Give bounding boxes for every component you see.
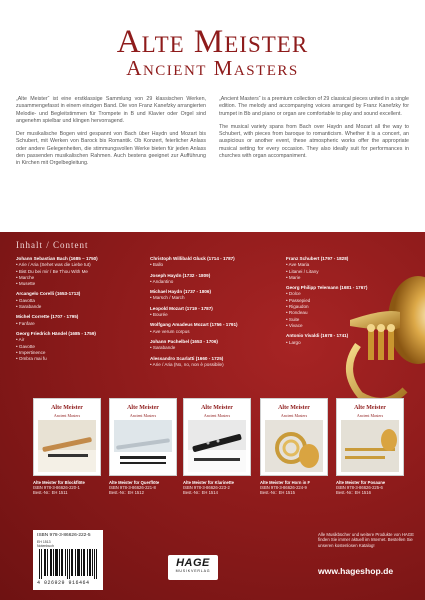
book-order-number: Best.-Nr.: EH 1511 [33, 490, 68, 496]
piece-title: • Marche [16, 274, 35, 280]
intro-english [219, 96, 409, 166]
composer-name: Franz Schubert (1797 - 1828) [286, 256, 349, 261]
composer-name: Wolfgang Amadeus Mozart (1756 - 1791) [150, 322, 238, 328]
book-cover-clarinet[interactable] [183, 398, 251, 476]
piece-title: • Gavotte [16, 343, 35, 349]
piece-title: • Arie / Aria (No, no, non è possibile) [150, 361, 224, 367]
catalog-note: Alle Musikbücher und weitere Produkte von HAGE finden Sie immer aktuell im Internet. Bestellen Sie unseren kostenlosen Katalog! [318, 532, 415, 548]
piece-title: • Ballo [150, 262, 164, 268]
isbn-extra [37, 540, 54, 548]
book-isbn: ISBN 978-3-86626-224-9 [260, 485, 307, 491]
piece-title: • Impertinence [16, 349, 46, 355]
shop-url-link[interactable]: www.hageshop.de [318, 566, 394, 576]
publisher-name: HAGE [176, 557, 210, 569]
composer-name: Leopold Mozart (1719 - 1787) [150, 305, 213, 311]
book-subtitle: Ancient Masters [126, 56, 299, 80]
composer-name: Christoph Willibald Gluck (1714 - 1787) [150, 256, 235, 261]
intro-en-paragraph: „Ancient Masters“ is a premium collection of 29 classical pieces united in a single edition. The melody and accompanying voices arranged by Franz Kanefzky for trumpet in Bb and piano or organ are comfortable to play and sound excellent. [219, 96, 409, 117]
piece-title: • Bist Du bei mir / Be Thou With Me [16, 268, 88, 274]
piece-title: • Marie [286, 274, 301, 280]
composer-name: Michel Corrette (1707 - 1795) [16, 314, 79, 320]
piece-title: • Rigaudon [286, 304, 309, 310]
trombone-image [341, 420, 399, 472]
piece-title: • Litanei / Litany [286, 268, 319, 274]
piece-title: • Ave verum corpus [150, 328, 190, 334]
cover-subtitle: Ancient Masters [53, 413, 81, 418]
book-cover-trombone[interactable] [336, 398, 404, 476]
book-isbn: ISBN 978-3-86626-225-6 [336, 485, 383, 491]
piece-title: • Passepied [286, 297, 311, 303]
cover-subtitle: Ancient Masters [356, 413, 384, 418]
book-isbn: ISBN 978-3-86626-223-2 [183, 485, 230, 491]
composer-name: Johann Sebastian Bach (1685 – 1750) [16, 256, 98, 261]
book-name: Alte Meister für Klarinette [183, 480, 234, 485]
recorder-image [38, 420, 96, 472]
book-name: Alte Meister für Querflöte [109, 480, 160, 485]
book-name: Alte Meister für Horn in F [260, 480, 311, 485]
book-order-number: Best.-Nr.: EH 1514 [183, 490, 218, 496]
piece-title: • Largo [286, 339, 301, 345]
cover-title: Alte Meister [51, 405, 83, 411]
intro-de-paragraph: „Alte Meister“ ist eine erstklassige Sammlung von 29 klassischen Werken, zusammengefasst in einem einzigen Band. Die von Franz Kanefzky arrangierten Melodie- und Begleitstimmen für Trompete in B und Klavier oder Orgel sind angenehm spielbar und klingen hervorragend. [16, 96, 206, 124]
piece-title: • Fanfare [16, 320, 35, 326]
book-cover-flute[interactable] [109, 398, 177, 476]
piece-title: • Dolce [286, 291, 301, 297]
book-info [183, 480, 263, 496]
cover-subtitle: Ancient Masters [129, 413, 157, 418]
cover-title: Alte Meister [127, 405, 159, 411]
piece-title: • Vivace [286, 322, 303, 328]
piece-title: • Sarabande [150, 345, 176, 351]
barcode-number: 4 026929 916464 [37, 580, 90, 586]
piece-title: • Musette [16, 281, 36, 287]
composer-name: Johann Pachelbel (1653 - 1706) [150, 338, 218, 344]
contents-column-2 [150, 256, 278, 368]
publisher-logo [168, 555, 218, 580]
contents-heading: Inhalt / Content [16, 240, 89, 250]
composer-name: Alessandro Scarlatti (1660 - 1725) [150, 355, 224, 361]
barcode-panel [33, 530, 103, 590]
cover-subtitle: Ancient Masters [203, 413, 231, 418]
book-cover-horn[interactable] [260, 398, 328, 476]
book-order-number: Best.-Nr.: EH 1515 [260, 490, 295, 496]
piece-title: • Air [16, 337, 25, 343]
flute-image [114, 420, 172, 472]
piece-title: • Suite [286, 316, 300, 322]
clarinet-image [188, 420, 246, 472]
book-isbn: ISBN 978-3-86626-221-8 [109, 485, 156, 491]
horn-image [265, 420, 323, 472]
piece-title: • Andantino [150, 278, 174, 284]
composer-name: Joseph Haydn (1732 - 1809) [150, 272, 211, 278]
book-info [33, 480, 113, 496]
book-isbn: ISBN 978-3-86626-220-1 [33, 485, 80, 491]
intro-german [16, 96, 206, 174]
piece-title: • Bourée [150, 312, 168, 318]
product-type: Notenbuch [37, 544, 54, 548]
book-name: Alte Meister für Posaune [336, 480, 386, 485]
contents-column-1 [16, 256, 141, 362]
book-cover-recorder[interactable] [33, 398, 101, 476]
composer-name: Arcangelo Corelli (1653-1713) [16, 291, 81, 297]
piece-title: • Arie / Aria (Sehet was die Liebe tut) [16, 262, 91, 268]
piece-title: • Marsch / March [150, 295, 185, 301]
book-order-number: Best.-Nr.: EH 1512 [109, 490, 144, 496]
barcode-image [37, 549, 99, 579]
header-panel [0, 0, 425, 232]
piece-title: • Gavotta [16, 297, 35, 303]
related-books [0, 398, 425, 518]
composer-name: Georg Friedrich Händel (1685 - 1759) [16, 330, 96, 336]
contents-column-3 [286, 256, 406, 346]
composer-name: Michael Haydn (1737 - 1806) [150, 289, 212, 295]
publisher-sub: MUSIKVERLAG [175, 569, 211, 573]
cover-title: Alte Meister [354, 405, 386, 411]
composer-name: Georg Philipp Telemann (1681 - 1767) [286, 285, 368, 291]
cover-title: Alte Meister [201, 405, 233, 411]
piece-title: • Rondeau [286, 310, 308, 316]
cover-subtitle: Ancient Masters [280, 413, 308, 418]
book-title: Alte Meister [116, 24, 309, 60]
cover-title: Alte Meister [278, 405, 310, 411]
piece-title: • Ave Maria [286, 262, 310, 268]
book-info [260, 480, 340, 496]
book-info [109, 480, 189, 496]
piece-title: • Ombra mai fu [16, 356, 47, 362]
book-name: Alte Meister für Blockflöte [33, 480, 85, 485]
composer-name: Antonio Vivaldi (1678 - 1741) [286, 333, 349, 339]
intro-en-paragraph: The musical variety spans from Bach over Haydn and Mozart all the way to Schubert, with pieces from baroque to romanticism. Whether it is a concert, an auspicious or another event, these atmospheric works offer the appropriate musical setting for every occasion. They also ideally suit for performances in churches with organ accompaniment. [219, 123, 409, 160]
intro-de-paragraph: Der musikalische Bogen wird gespannt von Bach über Haydn und Mozart bis Schubert, mit Werken von Barock bis Romantik. Ob Konzert, feierlicher Anlass oder andere Gelegenheiten, die stimmungsvollen Werke bieten für jeden Anlass den passenden musikalischen Rahmen. Auch bestens geeignet zur Aufführung in Kirchen mit Orgelbegleitung. [16, 131, 206, 167]
piece-title: • Sarabande [16, 304, 42, 310]
book-info [336, 480, 416, 496]
book-order-number: Best.-Nr.: EH 1516 [336, 490, 371, 496]
order-number-small: EH 1513 [37, 540, 51, 544]
isbn-label: ISBN 978-3-86626-222-5 [37, 533, 91, 538]
